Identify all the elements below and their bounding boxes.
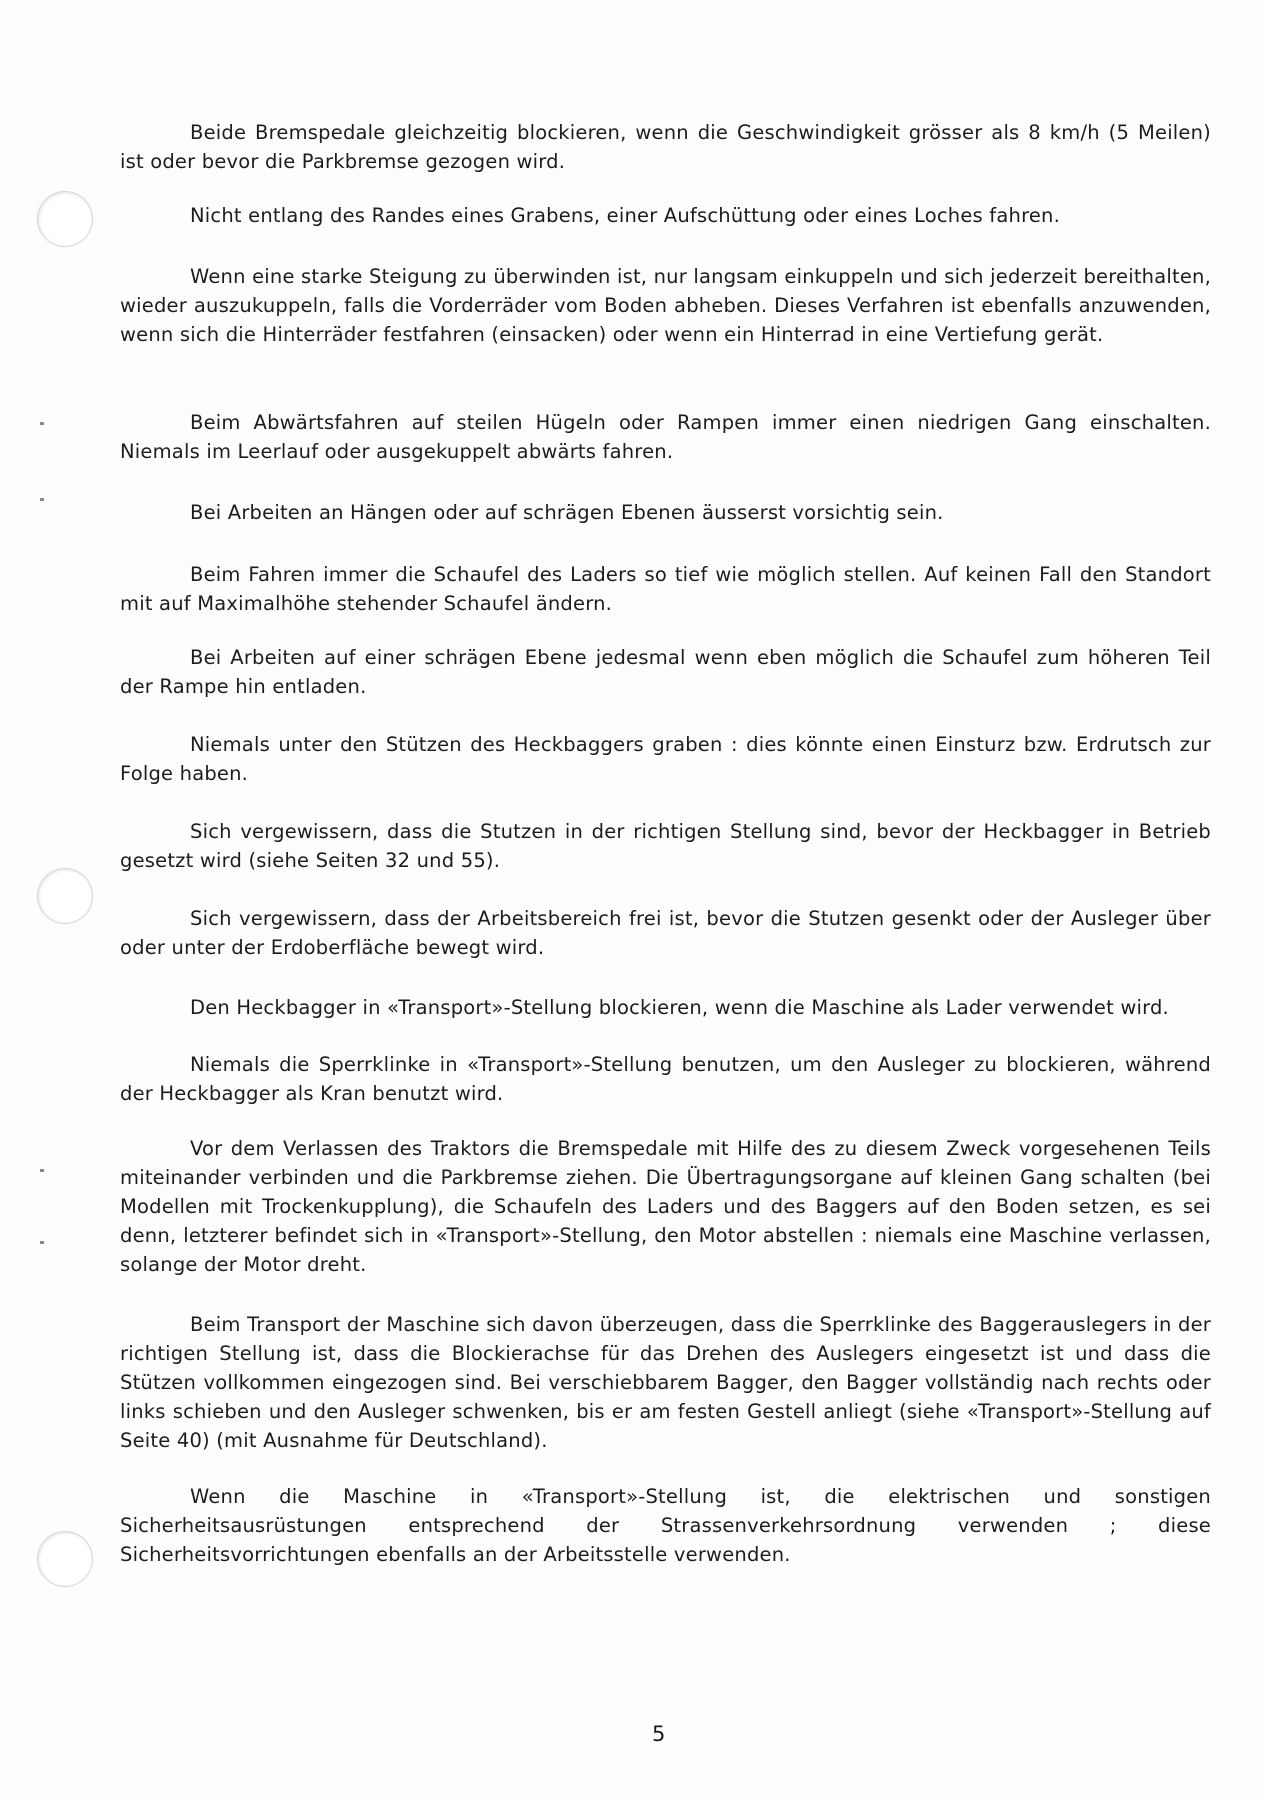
paragraph: Vor dem Verlassen des Traktors die Bremspedale mit Hilfe des zu diesem Zweck vorgesehenen Teils miteinander verbinden und die Parkbremse ziehen. Die Übertragungsorgane auf kleinen Gang schalten (bei Modellen mit Trockenkupplung), die Schaufeln des Laders und des Baggers auf den Boden setzen, es sei denn, letzterer befindet sich in «Transport»-Stellung, den Motor abstellen : niemals eine Maschine verlassen, solange der Motor dreht. bbox=[120, 1137, 1211, 1276]
scan-mark bbox=[40, 498, 44, 501]
paragraph: Beim Transport der Maschine sich davon überzeugen, dass die Sperrklinke des Baggerauslegers in der richtigen Stellung ist, dass die Blockierachse für das Drehen des Auslegers eingesetzt ist und dass die Stützen vollkommen eingezogen sind. Bei verschiebbarem Bagger, den Bagger vollständig nach rechts oder links schieben und den Ausleger schwenken, bis er am festen Gestell anliegt (siehe «Transport»-Stellung auf Seite 40) (mit Ausnahme für Deutschland). bbox=[120, 1313, 1211, 1452]
paragraph: Wenn eine starke Steigung zu überwinden ist, nur langsam einkuppeln und sich jederzeit bereithalten, wieder auszukuppeln, falls die Vorderräder vom Boden abheben. Dieses Verfahren ist ebenfalls anzuwenden, wenn sich die Hinterräder festfahren (einsacken) oder wenn ein Hinterrad in eine Vertiefung gerät. bbox=[120, 265, 1211, 346]
paragraph: Sich vergewissern, dass die Stutzen in der richtigen Stellung sind, bevor der Heckbagger in Betrieb gesetzt wird (siehe Seiten 32 und 55). bbox=[120, 820, 1211, 872]
paragraph: Bei Arbeiten an Hängen oder auf schrägen Ebenen äusserst vorsichtig sein. bbox=[190, 501, 944, 524]
paragraph: Niemals die Sperrklinke in «Transport»-Stellung benutzen, um den Ausleger zu blockieren, während der Heckbagger als Kran benutzt wird. bbox=[120, 1053, 1211, 1105]
binder-hole-bottom bbox=[37, 1531, 93, 1587]
scan-mark bbox=[40, 1169, 44, 1172]
scan-mark bbox=[40, 1241, 44, 1244]
paragraph: Beide Bremspedale gleichzeitig blockieren, wenn die Geschwindigkeit grösser als 8 km/h (5 Meilen) ist oder bevor die Parkbremse gezogen wird. bbox=[120, 121, 1211, 173]
page-number: 5 bbox=[652, 1722, 666, 1746]
paragraph: Sich vergewissern, dass der Arbeitsbereich frei ist, bevor die Stutzen gesenkt oder der Ausleger über oder unter der Erdoberfläche bewegt wird. bbox=[120, 907, 1211, 959]
paragraph: Beim Fahren immer die Schaufel des Laders so tief wie möglich stellen. Auf keinen Fall den Standort mit auf Maximalhöhe stehender Schaufel ändern. bbox=[120, 563, 1211, 615]
paragraph: Wenn die Maschine in «Transport»-Stellung ist, die elektrischen und sonstigen Sicherheitsausrüstungen entsprechend der Strassenverkehrsordnung verwenden ; diese Sicherheitsvorrichtungen ebenfalls an der Arbeitsstelle verwenden. bbox=[120, 1485, 1211, 1566]
paragraph: Nicht entlang des Randes eines Grabens, einer Aufschüttung oder eines Loches fahren. bbox=[190, 204, 1061, 227]
binder-hole-middle bbox=[37, 868, 93, 924]
paragraph: Niemals unter den Stützen des Heckbaggers graben : dies könnte einen Einsturz bzw. Erdrutsch zur Folge haben. bbox=[120, 733, 1211, 785]
scan-mark bbox=[40, 422, 44, 425]
binder-hole-top bbox=[37, 191, 93, 247]
paragraph: Beim Abwärtsfahren auf steilen Hügeln oder Rampen immer einen niedrigen Gang einschalten. Niemals im Leerlauf oder ausgekuppelt abwärts fahren. bbox=[120, 411, 1211, 463]
paragraph: Bei Arbeiten auf einer schrägen Ebene jedesmal wenn eben möglich die Schaufel zum höheren Teil der Rampe hin entladen. bbox=[120, 646, 1211, 698]
paragraph: Den Heckbagger in «Transport»-Stellung blockieren, wenn die Maschine als Lader verwendet wird. bbox=[190, 996, 1169, 1019]
